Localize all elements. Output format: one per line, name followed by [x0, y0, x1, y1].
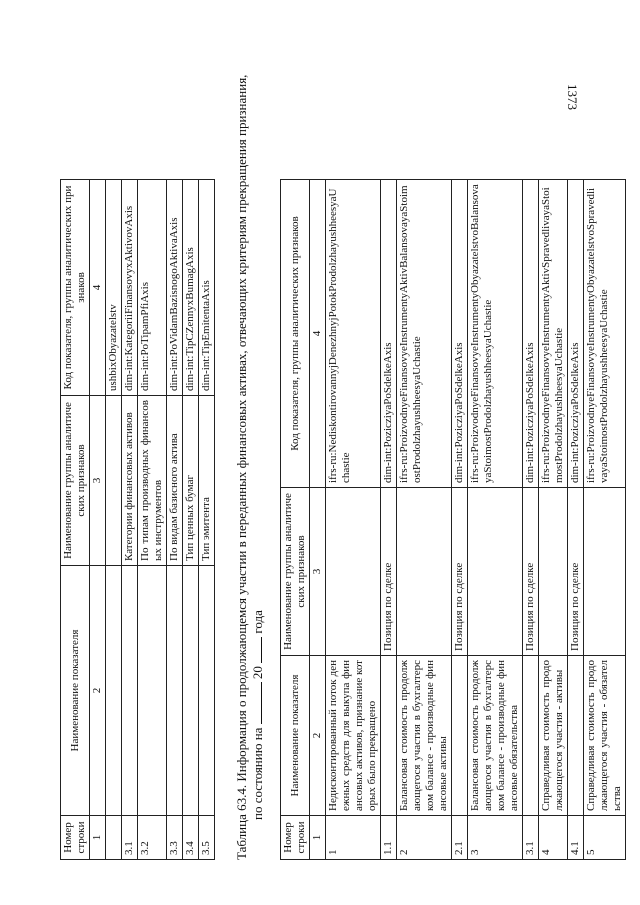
row-number: 3.5: [199, 816, 215, 860]
table-caption: [234, 25, 266, 860]
row-number: 4: [539, 816, 568, 860]
table-row: [326, 180, 381, 860]
indicator-name: [183, 566, 199, 816]
row-number: 3.1: [122, 816, 138, 860]
header-row-number: Номер строки: [61, 816, 90, 860]
row-number: 3.2: [138, 816, 167, 860]
table-row: [167, 180, 183, 860]
table-header-row: [61, 180, 90, 860]
row-number: 3: [468, 816, 523, 860]
group-name: Тип эмитента: [199, 396, 215, 566]
group-name: Позиция по сделке: [452, 488, 468, 656]
table-row: [183, 180, 199, 860]
indicator-name: [167, 566, 183, 816]
indicator-name: [568, 656, 584, 816]
index-cell: 2: [310, 656, 326, 816]
group-name: Позиция по сделке: [568, 488, 584, 656]
table-row: [199, 180, 215, 860]
row-number: 3.4: [183, 816, 199, 860]
table-row: [106, 180, 122, 860]
caption-date-suffix: года: [250, 610, 265, 634]
indicator-code: ushbixObyazatelstv: [106, 180, 122, 396]
indicator-code: ifrs-ru:ProizvodnyeFinansovyeInstrumentyObyazatelstvoBalansovayaStoimostProdolzhayushheesyaUchastie: [468, 180, 523, 488]
indicator-name: Недисконтированный поток денежных средств для выкупа финансовых активов, признание которых было прекращено: [326, 656, 381, 816]
indicator-name: [381, 656, 397, 816]
indicator-code: ifrs-ru:NediskontirovannyjDenezhnyjPotokProdolzhayushheesyaUchastie: [326, 180, 381, 488]
caption-date-line: [250, 25, 266, 860]
table-row: [397, 180, 452, 860]
table-index-row: [90, 180, 106, 860]
indicator-code: ifrs-ru:ProizvodnyeFinansovyeInstrumentyAktivSpravedlivayaStoimostProdolzhayushheesyaUchastie: [539, 180, 568, 488]
indicator-code: dim-int:PoziczіyaPoSdelkeAxis: [568, 180, 584, 488]
indicator-code: dim-int:PoziczіyaPoSdelkeAxis: [381, 180, 397, 488]
indicator-code: dim-int:KategoriiFinansovyxAktivovAxis: [122, 180, 138, 396]
indicator-name: Справедливая стоимость продолжающегося участия - обязательства: [584, 656, 626, 816]
indicator-name: Балансовая стоимость продолжающегося участия в бухгалтерском балансе - производные финансовые активы: [397, 656, 452, 816]
group-name: [468, 488, 523, 656]
header-group-name: Наименование группы аналитических признаков: [61, 396, 90, 566]
indicator-table-63-3-continued: [60, 179, 215, 860]
indicator-name: Балансовая стоимость продолжающегося участия в бухгалтерском балансе - производные финансовые обязательства: [468, 656, 523, 816]
index-cell: 4: [310, 180, 326, 488]
header-code: Код показателя, группы аналитических признаков: [281, 180, 310, 488]
table-row: [539, 180, 568, 860]
index-cell: 3: [90, 396, 106, 566]
caption-date-prefix: по состоянию на: [250, 727, 265, 820]
header-group-name: Наименование группы аналитических признаков: [281, 488, 310, 656]
caption-title: Таблица 63.4. Информация о продолжающемся участии в переданных финансовых активах, отвечающих критериям прекращения признания,: [234, 74, 249, 860]
group-name: [584, 488, 626, 656]
table-index-row: [310, 180, 326, 860]
table-row: [381, 180, 397, 860]
index-cell: 1: [310, 816, 326, 860]
header-indicator-name: Наименование показателя: [61, 566, 90, 816]
indicator-name: [452, 656, 468, 816]
row-number: [106, 816, 122, 860]
index-cell: 1: [90, 816, 106, 860]
indicator-code: dim-int:PoziczіyaPoSdelkeAxis: [452, 180, 468, 488]
group-name: Категории финансовых активов: [122, 396, 138, 566]
index-cell: 3: [310, 488, 326, 656]
group-name: [106, 396, 122, 566]
table-row: [568, 180, 584, 860]
indicator-name: Справедливая стоимость продолжающегося участия - активы: [539, 656, 568, 816]
index-cell: 4: [90, 180, 106, 396]
row-number: 5: [584, 816, 626, 860]
indicator-code: dim-int:PoziczіyaPoSdelkeAxis: [523, 180, 539, 488]
indicator-code: ifrs-ru:ProizvodnyeFinansovyeInstrumentyObyazatelstvoSpravedlivayaStoimostProdolzhayushheesyaUchastie: [584, 180, 626, 488]
group-name: Позиция по сделке: [381, 488, 397, 656]
page-number: 1373: [565, 84, 580, 110]
index-cell: 2: [90, 566, 106, 816]
group-name: По видам базисного актива: [167, 396, 183, 566]
header-code: Код показателя, группы аналитических признаков: [61, 180, 90, 396]
caption-year: 20: [250, 666, 265, 680]
indicator-code: dim-int:PoVidamBazisnogoAktivaAxis: [167, 180, 183, 396]
group-name: [397, 488, 452, 656]
table-row: [138, 180, 167, 860]
header-row-number: Номер строки: [281, 816, 310, 860]
indicator-name: [199, 566, 215, 816]
header-indicator-name: Наименование показателя: [281, 656, 310, 816]
indicator-table-63-4: [280, 179, 626, 860]
row-number: 1: [326, 816, 381, 860]
group-name: По типам производных финансовых инструментов: [138, 396, 167, 566]
row-number: 4.1: [568, 816, 584, 860]
table-row: [468, 180, 523, 860]
group-name: Тип ценных бумаг: [183, 396, 199, 566]
group-name: [539, 488, 568, 656]
indicator-name: [138, 566, 167, 816]
row-number: 3.3: [167, 816, 183, 860]
table-row: [122, 180, 138, 860]
indicator-code: ifrs-ru:ProizvodnyeFinansovyeInstrumentyAktivBalansovayaStoimostProdolzhayushheesyaUchastie: [397, 180, 452, 488]
indicator-code: dim-int:TipCZennyxBumagAxis: [183, 180, 199, 396]
indicator-name: [523, 656, 539, 816]
indicator-name: [106, 566, 122, 816]
row-number: 1.1: [381, 816, 397, 860]
table-row: [584, 180, 626, 860]
indicator-code: dim-int:TipEmitentaAxis: [199, 180, 215, 396]
table-row: [452, 180, 468, 860]
table-row: [523, 180, 539, 860]
caption-day-blank: [261, 682, 262, 724]
caption-year-blank: [261, 637, 262, 663]
row-number: 2.1: [452, 816, 468, 860]
indicator-code: dim-int:PoTipamPfiAxis: [138, 180, 167, 396]
row-number: 2: [397, 816, 452, 860]
group-name: Позиция по сделке: [523, 488, 539, 656]
group-name: [326, 488, 381, 656]
row-number: 3.1: [523, 816, 539, 860]
rotated-page-content: [54, 25, 623, 860]
table-header-row: [281, 180, 310, 860]
indicator-name: [122, 566, 138, 816]
